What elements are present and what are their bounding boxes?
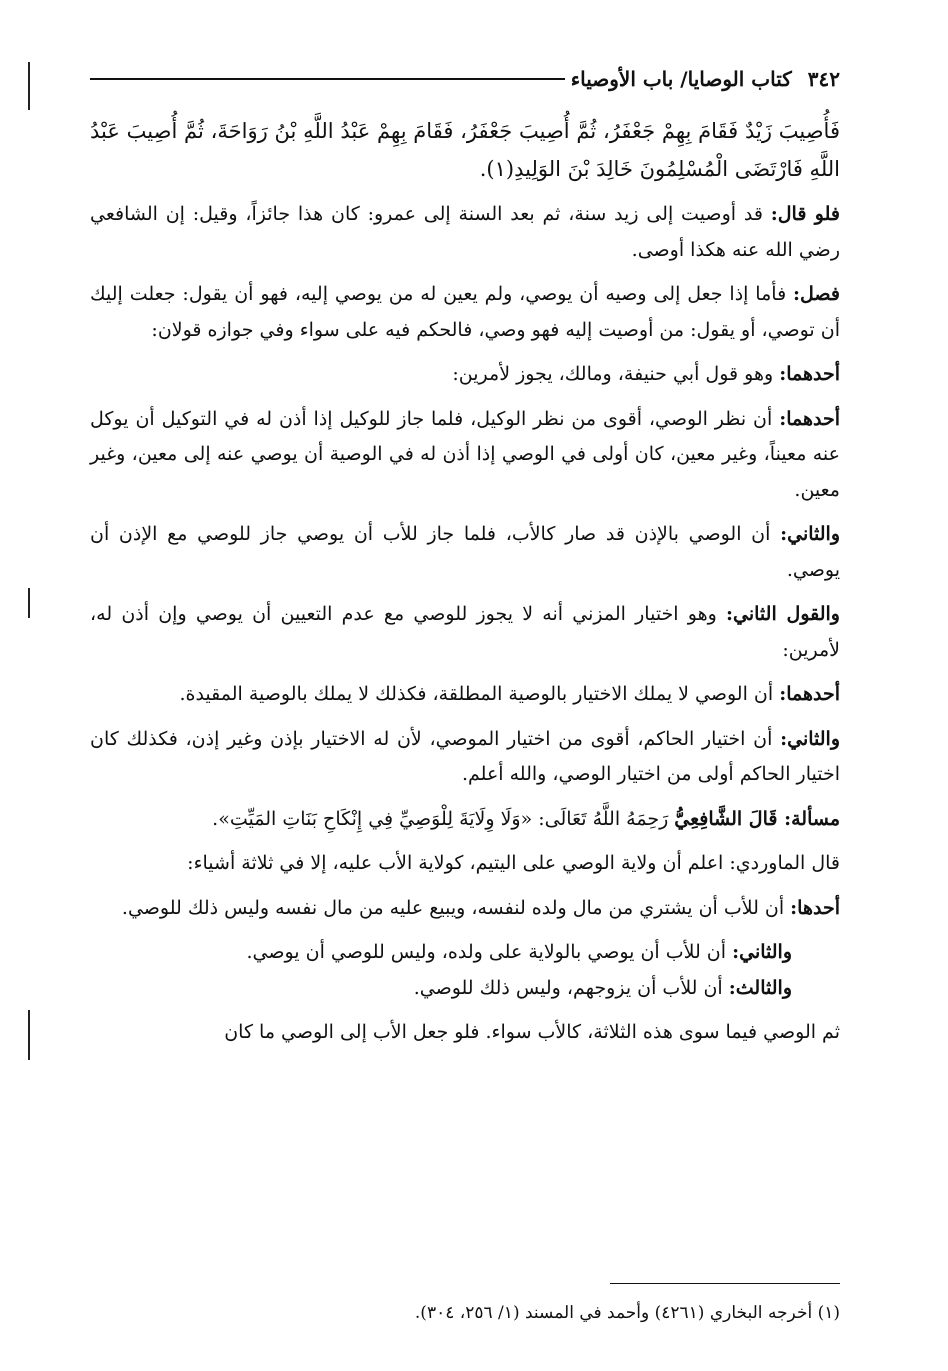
paragraph-text: وهو قول أبي حنيفة، ومالك، يجوز لأمرين: bbox=[452, 363, 780, 385]
paragraph-text: أن الوصي بالإذن قد صار كالأب، فلما جاز للأب أن يوصي جاز للوصي مع الإذن أن يوصي. bbox=[90, 523, 840, 581]
paragraph-text: أن الوصي لا يملك الاختيار بالوصية المطلقة، فكذلك لا يملك بالوصية المقيدة. bbox=[179, 683, 780, 705]
margin-mark bbox=[28, 1010, 30, 1060]
paragraph-lead: أحدهما: bbox=[779, 683, 840, 705]
paragraph bbox=[90, 597, 840, 668]
paragraph: فَأُصِيبَ زَيْدٌ فَقَامَ بِهِمْ جَعْفَرُ، ثُمَّ أُصِيبَ جَعْفَرُ، فَقَامَ بِهِمْ عَبْدُ اللَّهِ بْنُ رَوَاحَةَ، ثُمَّ أُصِيبَ عَبْدُ اللَّهِ فَارْتَضَى الْمُسْلِمُونَ خَالِدَ بْنَ الوَلِيدِ(١). bbox=[90, 119, 840, 181]
paragraph bbox=[90, 1015, 840, 1051]
paragraph-text: أن للأب أن يزوجهم، وليس ذلك للوصي. bbox=[413, 976, 729, 999]
paragraph-text: أن للأب أن يشتري من مال ولده لنفسه، ويبيع عليه من مال نفسه وليس ذلك للوصي. bbox=[121, 896, 791, 919]
paragraph-text: أن اختيار الحاكم، أقوى من اختيار الموصي، لأن له الاختيار بإذن وغير إذن، فكذلك كان اختيار الحاكم أولى من اختيار الوصي، والله أعلم. bbox=[90, 727, 840, 785]
paragraph-text: رَحِمَهُ اللَّهُ تَعَالَى: «وَلَا وِلَايَةَ لِلْوَصِيِّ فِي إِنْكَاحِ بَنَاتِ المَيِّتِ». bbox=[212, 807, 675, 830]
paragraph bbox=[90, 971, 840, 1007]
paragraph bbox=[90, 277, 840, 348]
paragraph-text: قد أوصيت إلى زيد سنة، ثم بعد السنة إلى عمرو: كان هذا جائزاً، وقيل: إن الشافعي رضي الله عنه هكذا أوصى. bbox=[90, 203, 840, 261]
paragraph bbox=[90, 517, 840, 588]
paragraph bbox=[90, 402, 840, 509]
paragraph bbox=[90, 846, 840, 882]
page-number: ٣٤٢ bbox=[807, 67, 840, 91]
paragraph bbox=[90, 197, 840, 268]
paragraph-lead: والثاني: bbox=[780, 727, 840, 750]
paragraph-lead: فصل: bbox=[793, 283, 840, 305]
main-text bbox=[90, 112, 840, 1060]
paragraph-lead: والثالث: bbox=[728, 976, 792, 999]
paragraph-lead: والقول الثاني: bbox=[726, 603, 840, 625]
paragraph-text: أن للأب أن يوصي بالولاية على ولده، وليس للوصي أن يوصي. bbox=[246, 941, 733, 963]
masala-heading bbox=[90, 802, 840, 838]
paragraph-lead: أحدهما: bbox=[779, 363, 840, 385]
paragraph-text: وهو اختيار المزني أنه لا يجوز للوصي مع عدم التعيين أن يوصي وإن أذن له، لأمرين: bbox=[90, 603, 840, 661]
paragraph-lead: أحدهما: bbox=[779, 407, 840, 430]
paragraph-lead: والثاني: bbox=[732, 941, 792, 963]
paragraph-text: قال الماوردي: اعلم أن ولاية الوصي على اليتيم، كولاية الأب عليه، إلا في ثلاثة أشياء: bbox=[187, 852, 840, 874]
running-title: كتاب الوصايا/ باب الأوصياء bbox=[570, 67, 792, 91]
paragraph-lead: مسألة: قَالَ الشَّافِعِيُّ bbox=[674, 807, 840, 830]
paragraph bbox=[90, 891, 840, 927]
running-header bbox=[80, 62, 840, 96]
paragraph bbox=[90, 357, 840, 393]
paragraph bbox=[90, 722, 840, 793]
margin-mark bbox=[28, 62, 30, 110]
header-rule bbox=[90, 78, 565, 80]
paragraph bbox=[90, 935, 840, 971]
paragraph-text: ثم الوصي فيما سوى هذه الثلاثة، كالأب سواء. فلو جعل الأب إلى الوصي ما كان bbox=[224, 1021, 840, 1043]
paragraph-lead: أحدها: bbox=[790, 896, 840, 919]
margin-mark bbox=[28, 588, 30, 618]
footnote-separator bbox=[610, 1283, 840, 1284]
paragraph-text: فأما إذا جعل إلى وصيه أن يوصي، ولم يعين له من يوصي إليه، فهو أن يقول: جعلت إليك أن توصي، أو يقول: من أوصيت إليه فهو وصي، فالحكم فيه على سواء وفي جوازه قولان: bbox=[90, 283, 840, 341]
paragraph bbox=[90, 677, 840, 713]
paragraph-text: أن نظر الوصي، أقوى من نظر الوكيل، فلما جاز للوكيل إذا أذن له في التوكيل أن يوكل عنه معيناً، وغير معين، كان أولى في الوصي إذا أذن له في الوصية أن يوصي عنه إلى معين، وغير معين. bbox=[90, 407, 840, 501]
footnote: (١) أخرجه البخاري (٤٢٦١) وأحمد في المسند (١/ ٢٥٦، ٣٠٤). bbox=[414, 1303, 840, 1323]
paragraph-lead: والثاني: bbox=[780, 523, 840, 545]
paragraph-lead: فلو قال: bbox=[770, 203, 840, 225]
